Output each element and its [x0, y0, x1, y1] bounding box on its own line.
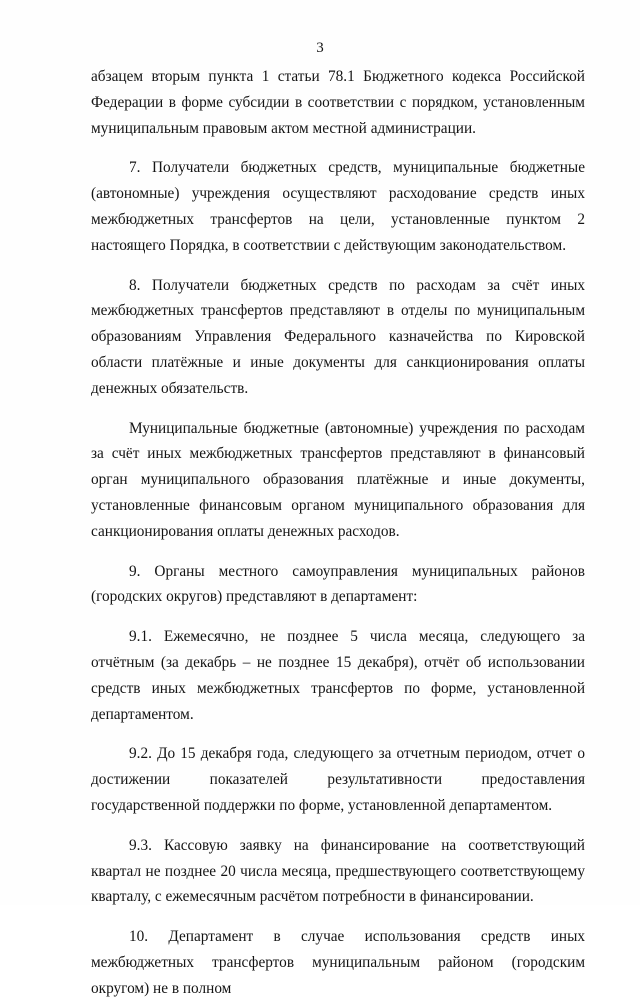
page-number: 3	[316, 40, 324, 56]
paragraph-9: 9. Органы местного самоуправления муниципальных районов (городских округов) представляют в департамент:	[91, 562, 585, 606]
paragraph-8-municipal-institutions: Муниципальные бюджетные (автономные) учреждения по расходам за счёт иных межбюджетных трансфертов представляют в финансовый орган муниципального образования платёжные и иные документы, установленные финансовым органом муниципального образования для санкционирования оплаты денежных расходов.	[91, 419, 585, 540]
paragraph-8: 8. Получатели бюджетных средств по расходам за счёт иных межбюджетных трансфертов представляют в отделы по муниципальным образованиям Управления Федерального казначейства по Кировской области платёжные и иные документы для санкционирования оплаты денежных обязательств.	[91, 276, 585, 397]
paragraph-9-3: 9.3. Кассовую заявку на финансирование на соответствующий квартал не позднее 20 числа месяца, предшествующего соответствующему кварталу, с ежемесячным расчётом потребности в финансировании.	[91, 836, 585, 906]
paragraph-9-1: 9.1. Ежемесячно, не позднее 5 числа месяца, следующего за отчётным (за декабрь – не позднее 15 декабря), отчёт об использовании средств иных межбюджетных трансфертов по форме, установленной департаментом.	[91, 628, 585, 723]
document-body	[91, 64, 585, 1004]
paragraph-10: 10. Департамент в случае использования средств иных межбюджетных трансфертов муниципальным районом (городским округом) не в полном	[91, 928, 585, 997]
paragraph-9-2: 9.2. До 15 декабря года, следующего за отчетным периодом, отчет о достижении показателей результативности предоставления государственной поддержки по форме, установленной департаментом.	[91, 745, 585, 814]
paragraph-7: 7. Получатели бюджетных средств, муниципальные бюджетные (автономные) учреждения осуществляют расходование средств иных межбюджетных трансфертов на цели, установленные пунктом 2 настоящего Порядка, в соответствии с действующим законодательством.	[91, 159, 585, 254]
paragraph-continuation: абзацем вторым пункта 1 статьи 78.1 Бюджетного кодекса Российской Федерации в форме субсидии в соответствии с порядком, установленным муниципальным правовым актом местной администрации.	[91, 68, 585, 137]
